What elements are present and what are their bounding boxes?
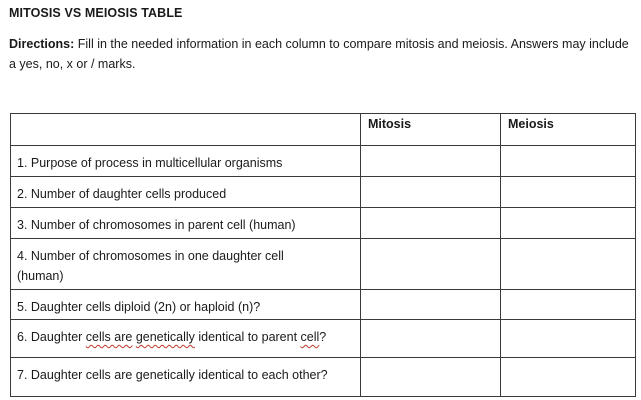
question-cell: 2. Number of daughter cells produced [11,177,361,208]
table-row [11,208,636,239]
spellcheck-flagged-text: genetically [135,330,195,344]
question-cell: 3. Number of chromosomes in parent cell (human) [11,208,361,239]
document-title: MITOSIS VS MEIOSIS TABLE [9,6,183,20]
mitosis-answer-cell[interactable] [361,358,501,397]
meiosis-answer-cell[interactable] [501,290,636,320]
table-row [11,177,636,208]
question-cell [11,239,361,290]
directions-text: Fill in the needed information in each column to compare mitosis and meiosis. Answers may include a yes, no, x or / marks. [9,37,629,71]
table-row [11,290,636,320]
meiosis-answer-cell[interactable] [501,320,636,358]
header-cell-meiosis: Meiosis [501,114,636,146]
meiosis-answer-cell[interactable] [501,146,636,177]
question-cell: 1. Purpose of process in multicellular organisms [11,146,361,177]
table-row [11,239,636,290]
mitosis-answer-cell[interactable] [361,208,501,239]
mitosis-answer-cell[interactable] [361,146,501,177]
spellcheck-flagged-text: cells are [85,330,133,344]
question-cell [11,320,361,358]
meiosis-answer-cell[interactable] [501,177,636,208]
comparison-table [10,113,636,397]
meiosis-answer-cell[interactable] [501,239,636,290]
table-header-row [11,114,636,146]
mitosis-answer-cell[interactable] [361,320,501,358]
meiosis-answer-cell[interactable] [501,208,636,239]
spellcheck-flagged-text: cell [300,330,320,344]
directions-paragraph [9,34,634,74]
mitosis-answer-cell[interactable] [361,177,501,208]
directions-label: Directions: [9,37,75,51]
question-cell: 7. Daughter cells are genetically identical to each other? [11,358,361,397]
question-text-part: ? [319,330,327,344]
header-cell-mitosis: Mitosis [361,114,501,146]
header-cell-blank [11,114,361,146]
question-text-part: identical to parent [194,330,301,344]
mitosis-answer-cell[interactable] [361,239,501,290]
table-row [11,146,636,177]
mitosis-answer-cell[interactable] [361,290,501,320]
question-text: 4. Number of chromosomes in one daughter cell (human) [17,249,284,283]
table-row [11,358,636,397]
table-row [11,320,636,358]
meiosis-answer-cell[interactable] [501,358,636,397]
question-cell: 5. Daughter cells diploid (2n) or haploid (n)? [11,290,361,320]
question-text-part: 6. Daughter [17,330,86,344]
